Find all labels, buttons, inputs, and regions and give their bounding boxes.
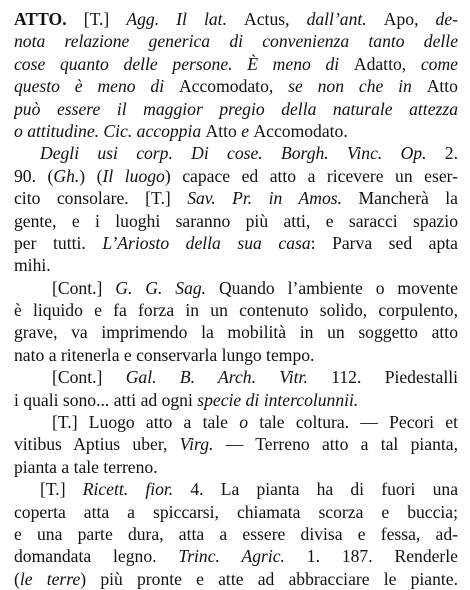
text-segment: 4. La pianta ha di fuori una <box>190 479 458 500</box>
text-segment: cose quanto delle persone. È meno di <box>14 53 354 74</box>
dictionary-entry-atto <box>14 8 458 590</box>
text-segment: [T.] Luogo atto a tale <box>52 412 240 433</box>
text-segment: e <box>241 120 254 141</box>
text-segment: o <box>239 412 260 433</box>
text-line <box>14 165 458 187</box>
text-line <box>14 545 458 567</box>
text-line <box>14 98 458 120</box>
text-line <box>14 389 458 411</box>
text-segment: specie di intercolunnii. <box>197 389 359 410</box>
text-segment: G. G. Sag. <box>115 277 219 298</box>
text-line <box>14 366 458 388</box>
text-line <box>14 187 458 209</box>
text-segment: ) più pronte e atte ad abbracciare le piante. <box>80 568 458 589</box>
text-line <box>14 344 458 366</box>
text-segment: Mancherà la <box>358 188 458 209</box>
text-segment: i quali sono... atti ad ogni <box>14 389 198 410</box>
text-segment: nato a ritenerla e conservarla lungo tempo. <box>14 344 315 365</box>
text-line <box>14 299 458 321</box>
text-segment: Actus, <box>244 9 307 29</box>
text-segment: Gh. <box>53 165 80 186</box>
text-segment: tale coltura. — Pecori et <box>259 412 458 433</box>
text-line <box>14 210 458 232</box>
text-segment: e una parte dura, atta a essere divisa e fessa, ad- <box>14 523 458 544</box>
text-line <box>14 433 458 455</box>
text-line <box>14 568 458 590</box>
text-segment: Accomodato, <box>178 76 289 97</box>
text-line <box>14 321 458 343</box>
text-line <box>14 232 458 254</box>
text-segment: grave, va imprimendo la mobilità in un soggetto atto <box>14 322 458 343</box>
text-segment: [Cont.] <box>52 367 126 388</box>
text-line <box>14 8 458 30</box>
text-line <box>14 478 458 500</box>
text-segment: vitibus Aptius uber, <box>14 434 180 455</box>
text-segment: Agg. Il lat. <box>126 9 245 29</box>
text-segment: Sav. Pr. in Amos. <box>187 188 359 209</box>
text-line <box>14 277 458 299</box>
text-segment: questo è meno di <box>14 76 179 97</box>
text-line <box>14 120 458 142</box>
text-segment: può essere il maggior pregio della naturale attezza <box>14 98 458 119</box>
text-segment: mihi. <box>14 255 51 276</box>
text-segment: Atto <box>205 120 242 141</box>
text-line <box>14 411 458 433</box>
text-segment: Degli usi corp. Di cose. Borgh. Vinc. Op. <box>40 143 445 164</box>
text-segment: Quando l’ambiente o movente <box>218 277 458 298</box>
text-line <box>14 523 458 545</box>
text-line <box>14 75 458 97</box>
text-segment: 90. ( <box>14 165 54 186</box>
text-segment: se non che in <box>288 76 427 97</box>
text-segment: per tutti. <box>14 232 103 253</box>
text-segment: Adatto, <box>353 53 421 74</box>
text-line <box>14 30 458 52</box>
text-segment: L’Ariosto della sua casa <box>102 232 311 253</box>
text-segment: coperta atta a spiccarsi, chiamata scorza e buccia; <box>14 501 458 522</box>
text-segment: ) ( <box>79 165 103 186</box>
text-segment: [T.] <box>40 479 83 500</box>
text-segment: gente, e i luoghi saranno più atti, e saracci spazio <box>14 210 458 231</box>
text-line <box>14 501 458 523</box>
text-segment: Apo, <box>383 9 436 29</box>
text-segment: ( <box>14 568 20 589</box>
text-segment: nota relazione generica di convenienza tanto delle <box>14 31 458 52</box>
text-segment: pianta a tale terreno. <box>14 456 158 477</box>
text-segment: cito consolare. [T.] <box>14 188 188 209</box>
entry-headword: ATTO. <box>14 9 84 29</box>
text-segment: [Cont.] <box>52 277 116 298</box>
text-segment: Accomodato. <box>253 120 348 141</box>
text-segment: 1. 187. Renderle <box>306 546 458 567</box>
text-segment: Trinc. Agric. <box>178 546 307 567</box>
text-segment: Gal. B. Arch. Vitr. <box>125 367 332 388</box>
text-segment: ) capace ed atto a ricevere un eser- <box>164 165 458 186</box>
text-segment: 2. <box>444 143 458 164</box>
text-segment: 112. Piedestalli <box>331 367 458 388</box>
text-line <box>14 53 458 75</box>
text-segment: : Parva sed apta <box>310 232 458 253</box>
text-segment: de- <box>435 9 458 29</box>
text-segment: le terre <box>19 568 81 589</box>
text-segment: Il luogo <box>102 165 165 186</box>
text-line <box>14 456 458 478</box>
text-segment: Atto <box>426 76 458 97</box>
text-segment: come <box>420 53 458 74</box>
text-segment: è liquido e fa forza in un contenuto solido, corpulento, <box>14 300 458 321</box>
text-segment: Ricett. fior. <box>82 479 191 500</box>
text-segment: dall’ant. <box>306 9 384 29</box>
text-segment: o attitudine. Cic. accoppia <box>14 120 206 141</box>
text-segment: [T.] <box>83 9 127 29</box>
text-segment: Virg. <box>179 434 226 455</box>
text-line <box>14 254 458 276</box>
text-segment: domandata legno. <box>14 546 179 567</box>
text-line <box>14 142 458 164</box>
text-segment: — Terreno atto a tal pianta, <box>225 434 458 455</box>
